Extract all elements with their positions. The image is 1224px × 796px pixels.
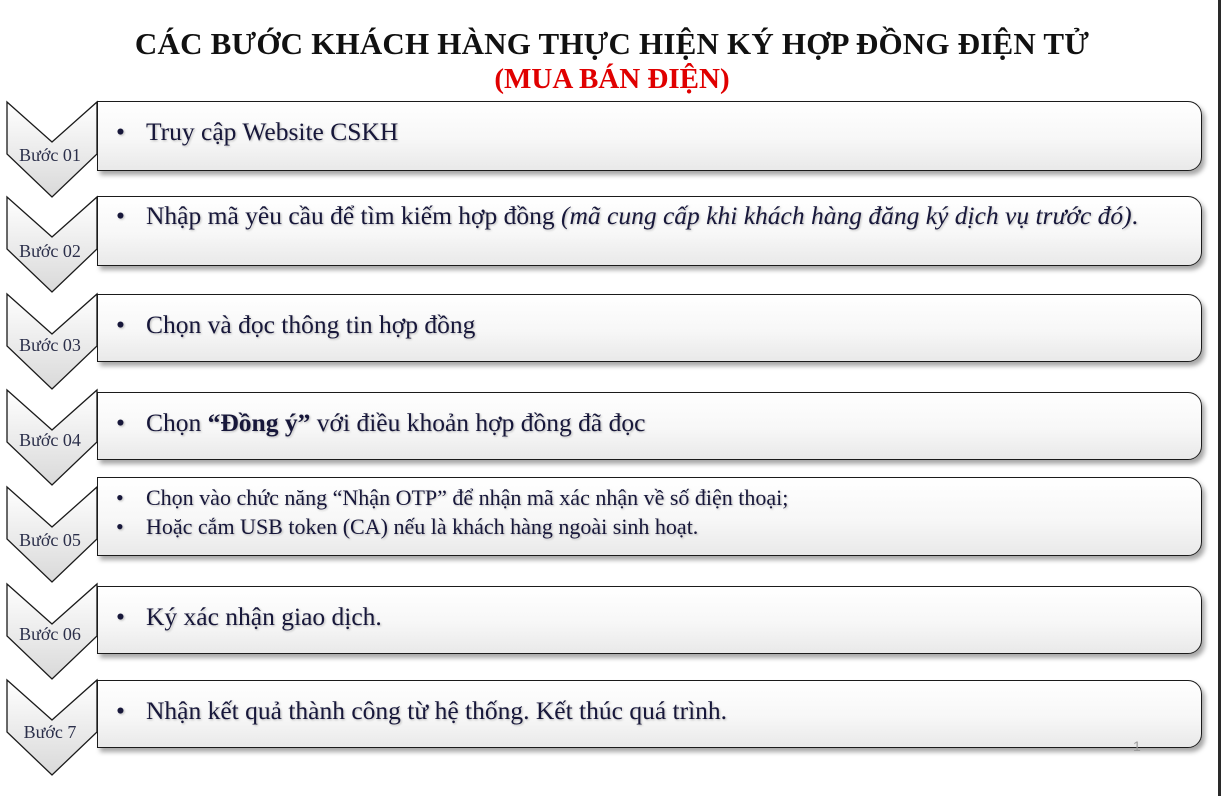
bullet-dot: • <box>116 201 125 230</box>
bullet-dot: • <box>116 514 124 539</box>
step-bullet <box>116 695 1181 726</box>
bullet-dot: • <box>116 310 125 339</box>
bullet-dot: • <box>116 696 125 725</box>
bullet-text: Nhận kết quả thành công từ hệ thống. Kết thúc quá trình. <box>146 696 728 725</box>
bullet-dot: • <box>116 485 124 510</box>
step-box <box>97 392 1202 460</box>
step-bullet <box>116 512 1181 541</box>
bullet-text: Truy cập Website CSKH <box>146 117 399 146</box>
step-bullet <box>116 309 1181 340</box>
title-main: CÁC BƯỚC KHÁCH HÀNG THỰC HIỆN KÝ HỢP ĐỒNG ĐIỆN TỬ <box>134 26 1090 61</box>
bullet-bold-term: “Đồng ý” <box>207 408 311 437</box>
page-number: 1 <box>1133 738 1141 754</box>
step-label: Bước 03 <box>19 335 81 355</box>
step-box <box>97 477 1202 556</box>
step-bullet <box>116 483 1181 512</box>
step-label: Bước 7 <box>23 722 77 742</box>
step-box <box>97 586 1202 654</box>
slide-right-border <box>1218 0 1221 796</box>
bullet-text: Chọn vào chức năng “Nhận OTP” để nhận mã xác nhận về số điện thoại; <box>146 485 789 510</box>
bullet-text: Nhập mã yêu cầu để tìm kiếm hợp đồng <box>146 201 562 230</box>
slide-title <box>0 26 1224 96</box>
bullet-text: Chọn và đọc thông tin hợp đồng <box>146 310 476 339</box>
bullet-text-tail: . <box>1131 201 1139 230</box>
bullet-dot: • <box>116 117 125 146</box>
step-bullet <box>116 116 1181 147</box>
bullet-dot: • <box>116 602 125 631</box>
step-bullet <box>116 200 1181 231</box>
title-sub: (MUA BÁN ĐIỆN) <box>494 63 730 95</box>
step-box <box>97 294 1202 362</box>
bullet-text-tail: với điều khoản hợp đồng đã đọc <box>310 408 646 437</box>
step-label: Bước 06 <box>19 624 81 644</box>
bullet-text: Hoặc cắm USB token (CA) nếu là khách hàng ngoài sinh hoạt. <box>146 514 699 539</box>
step-label: Bước 02 <box>19 241 81 261</box>
step-box <box>97 101 1202 171</box>
step-bullet <box>116 407 1181 438</box>
bullet-text: Chọn <box>146 408 208 437</box>
step-box <box>97 196 1202 266</box>
step-label: Bước 01 <box>19 145 81 165</box>
bullet-italic-note: (mã cung cấp khi khách hàng đăng ký dịch vụ trước đó) <box>561 201 1132 230</box>
chevron-arrows <box>0 0 110 796</box>
bullet-text: Ký xác nhận giao dịch. <box>146 602 382 631</box>
bullet-dot: • <box>116 408 125 437</box>
step-label: Bước 04 <box>19 430 81 450</box>
step-bullet <box>116 601 1181 632</box>
step-box <box>97 680 1202 748</box>
step-label: Bước 05 <box>19 530 81 550</box>
